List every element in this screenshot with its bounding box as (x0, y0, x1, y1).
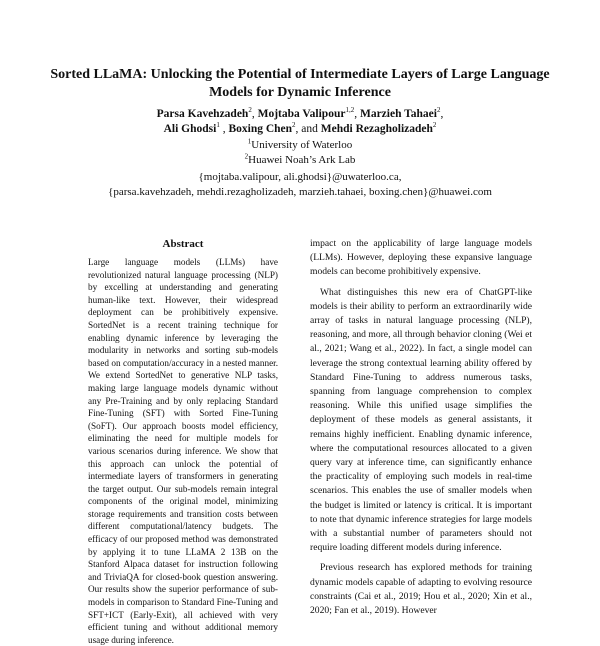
affiliation-name: University of Waterloo (251, 139, 353, 151)
author-affiliation-mark: 2 (432, 121, 437, 130)
author-name: Ali Ghodsi (163, 123, 217, 135)
author-affiliation-mark: 2 (436, 106, 441, 115)
author-name: Boxing Chen (228, 123, 293, 135)
author-line-1 (30, 107, 570, 122)
paper-title: Sorted LLaMA: Unlocking the Potential of Intermediate Layers of Large Language Models for Dynamic Inference (50, 67, 550, 100)
author-line-2 (30, 122, 570, 137)
affiliation-name: Huawei Noah’s Ark Lab (248, 154, 356, 166)
affiliation-1 (30, 138, 570, 153)
author-separator: , and (295, 123, 321, 135)
affiliation-mark: 2 (244, 152, 249, 161)
author-separator: , (219, 123, 229, 135)
body-paragraph: Previous research has explored methods for training dynamic models capable of adapting to evolving resource constraints (Cai et al., 2019; Hou et al., 2020; Xin et al., 2020; Fan et al., 2019). However (310, 562, 532, 617)
author-affiliation-mark: 1,2 (345, 106, 355, 115)
abstract-heading: Abstract (162, 238, 204, 250)
author-name: Mehdi Rezagholizadeh (320, 123, 433, 135)
author-affiliation-mark: 2 (292, 121, 296, 130)
email-line-1: {mojtaba.valipour, ali.ghodsi}@uwaterloo.ca, (198, 171, 402, 183)
affiliation-mark: 1 (247, 137, 252, 146)
body-paragraph: impact on the applicability of large language models (LLMs). However, deploying these expansive language models can become prohibitively expensive. (310, 238, 532, 278)
affiliation-2 (30, 153, 570, 168)
author-name: Marzieh Tahaei (359, 108, 437, 120)
author-name: Mojtaba Valipour (257, 108, 346, 120)
author-affiliation-mark: 1 (216, 121, 220, 130)
author-separator: , (251, 108, 258, 120)
author-separator: , (440, 108, 444, 120)
author-list (30, 107, 570, 137)
body-paragraph: What distinguishes this new era of ChatGPT-like models is their ability to perform an extraordinarily wide array of tasks in natural language processing (NLP), reasoning, and more, all through behavior cloning (Wei et al., 2021; Wang et al., 2022). In fact, a single model can leverage the strong contextual learning ability offered by Standard Fine-Tuning to address numerous tasks, spanning from language comprehension to complex reasoning. While this unified usage simplifies the deployment of these models as general assistants, it remains highly inefficient. Enabling dynamic inference, where the computational resources allocated to a given query vary at inference time, can significantly enhance the practicality of employing such models in real-time scenarios. This enables the use of smaller models when the budget is limited or latency is critical. It is important to note that dynamic inference strategies for large models with a substantial number of parameters should not require loading different models during inference. (310, 286, 532, 554)
body-column-right (310, 237, 532, 624)
author-separator: , (354, 108, 360, 120)
email-line-2: {parsa.kavehzadeh, mehdi.rezagholizadeh, marzieh.tahaei, boxing.chen}@huawei.com (108, 186, 492, 198)
abstract-text: Large language models (LLMs) have revolutionized natural language processing (NLP) by excelling at understanding and generating human-like text. However, their widespread deployment can be prohibitively expensive. SortedNet is a recent training technique for enabling dynamic inference by leveraging the modularity in networks and sorting sub-models based on computation/accuracy in a nested manner. We extend SortedNet to generative NLP tasks, making large language models dynamic without any Pre-Training and by only replacing Standard Fine-Tuning (SFT) with Sorted Fine-Tuning (SoFT). Our approach boosts model efficiency, eliminating the need for multiple models for various scenarios during inference. We show that this approach can unlock the potential of intermediate layers of transformers in generating the target output. Our sub-models remain integral components of the original model, minimizing storage requirements and transition costs between different computational/latency budgets. The efficacy of our proposed method was demonstrated by applying it to tune LLaMA 2 13B on the Stanford Alpaca dataset for instruction following and TriviaQA for closed-book question answering. Our results show the superior performance of sub-models in comparison to Standard Fine-Tuning and SFT+ICT (Early-Exit), all achieved with very efficient tuning and without additional memory usage during inference. (88, 257, 278, 645)
author-affiliation-mark: 2 (248, 106, 252, 115)
author-name: Parsa Kavehzadeh (156, 108, 249, 120)
